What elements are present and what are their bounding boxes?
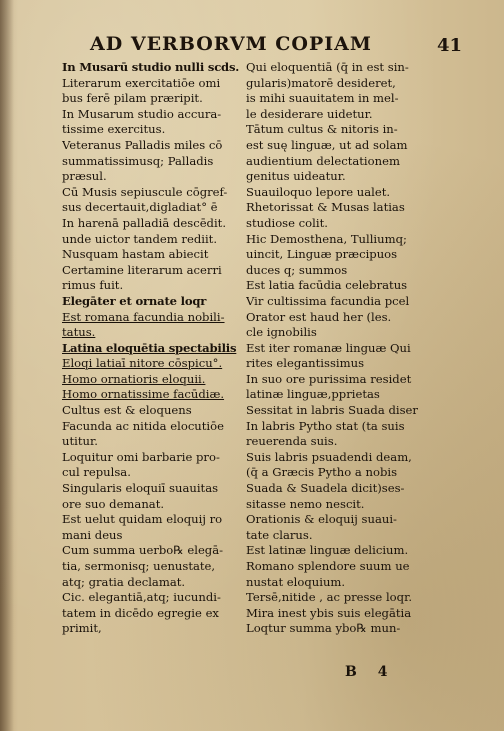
text-line: Cic. elegantiā,atq; iucundi- bbox=[62, 590, 221, 605]
text-line: tate clarus. bbox=[246, 527, 313, 542]
text-line: duces q; summos bbox=[246, 262, 348, 277]
text-line: Est latia facūdia celebratus bbox=[246, 278, 408, 293]
text-line: rites elegantissimus bbox=[246, 356, 365, 371]
text-line: Mira inest ybis suis elegātia bbox=[246, 605, 412, 620]
text-line: In Musarum studio accura- bbox=[62, 106, 222, 121]
text-line: cle ignobilis bbox=[246, 325, 317, 340]
text-line: Homo ornatioris eloquii. bbox=[62, 371, 206, 386]
text-line: Orator est haud her (les. bbox=[246, 309, 392, 324]
text-line: Cum summa uerbo℞ elegā- bbox=[62, 543, 224, 558]
text-line: Homo ornatissime facūdiæ. bbox=[62, 387, 225, 402]
text-line: Eloqi latiaī nitore cōspicu°. bbox=[62, 356, 223, 371]
text-line: In labris Pytho stat (ta suis bbox=[246, 418, 405, 433]
text-line: Tersē,nitide , ac presse loqr. bbox=[246, 590, 413, 605]
gutter-shadow bbox=[0, 0, 14, 731]
text-line: is mihi suauitatem in mel- bbox=[246, 91, 399, 106]
text-line: Sessitat in labris Suada diser bbox=[246, 403, 418, 418]
text-line: Singularis eloquiī suauitas bbox=[62, 481, 219, 496]
text-line: utitur. bbox=[62, 434, 98, 449]
text-line: Est latinæ linguæ delicium. bbox=[246, 543, 409, 558]
text-line: Est iter romanæ linguæ Qui bbox=[246, 340, 411, 355]
text-line: bus ferē pilam præripit. bbox=[62, 91, 203, 106]
text-line: rimus fuit. bbox=[62, 278, 124, 293]
text-line: nustat eloquium. bbox=[246, 574, 346, 589]
text-line: audientium delectationem bbox=[246, 153, 400, 168]
running-head: AD VERBORVM COPIAM bbox=[90, 33, 372, 55]
right-column bbox=[246, 60, 436, 637]
text-line: genitus uideatur. bbox=[246, 169, 346, 184]
text-line: Rhetorissat & Musas latias bbox=[246, 200, 405, 215]
text-line: In Musarū studio nulli scds. bbox=[62, 60, 240, 74]
text-line: In harenā palladiā descēdit. bbox=[62, 215, 227, 230]
text-line: Loquitur omi barbarie pro- bbox=[62, 449, 220, 464]
text-line: Latina eloquētia spectabilis bbox=[62, 340, 237, 355]
text-line: Cū Musis sepiuscule cōgref- bbox=[62, 184, 228, 199]
text-line: Facunda ac nitida elocutiōe bbox=[62, 418, 224, 433]
text-line: Est romana facundia nobili- bbox=[62, 309, 225, 324]
text-line: Orationis & eloquij suaui- bbox=[246, 512, 397, 527]
text-line: tia, sermonisq; uenustate, bbox=[62, 559, 216, 573]
text-line: ore suo demanat. bbox=[62, 496, 165, 511]
text-line: le desiderare uidetur. bbox=[246, 106, 373, 121]
text-line: præsul. bbox=[62, 169, 107, 184]
text-line: Certamine literarum acerri bbox=[62, 262, 222, 277]
text-line: unde uictor tandem rediit. bbox=[62, 231, 218, 246]
text-line: sus decertauit,digladiat° ē bbox=[62, 200, 218, 215]
text-line: primit, bbox=[62, 621, 102, 636]
text-line: tissime exercitus. bbox=[62, 122, 166, 137]
text-line: uincit, Linguæ præcipuos bbox=[246, 247, 398, 262]
folio-number: 41 bbox=[437, 35, 463, 56]
text-line: Suada & Suadela dicit)ses- bbox=[246, 481, 405, 496]
text-line: mani deus bbox=[62, 527, 123, 542]
signature-mark: B 4 bbox=[345, 664, 396, 680]
text-line: atq; gratia declamat. bbox=[62, 574, 186, 589]
text-line: Nusquam hastam abiecit bbox=[62, 247, 209, 262]
text-line: Suis labris psuadendi deam, bbox=[246, 449, 412, 464]
text-line: In suo ore purissima residet bbox=[246, 371, 412, 386]
text-line: Loqtur summa ybo℞ mun- bbox=[246, 621, 401, 636]
text-line: Qui eloquentiā (q̄ in est sin- bbox=[246, 60, 409, 74]
text-line: (q̄ a Græcis Pytho a nobis bbox=[246, 465, 398, 480]
text-line: est suę linguæ, ut ad solam bbox=[246, 137, 408, 152]
text-line: gularis)matorē desideret, bbox=[246, 75, 396, 90]
left-column bbox=[62, 60, 246, 637]
text-line: Vir cultissima facundia pcel bbox=[246, 293, 410, 308]
text-line: Elegāter et ornate loqr bbox=[62, 293, 207, 308]
text-line: Romano splendore suum ue bbox=[246, 559, 410, 573]
text-line: tatus. bbox=[62, 325, 96, 340]
text-line: latinæ linguæ,pprietas bbox=[246, 387, 380, 402]
text-line: Est uelut quidam eloquij ro bbox=[62, 512, 223, 527]
text-line: Cultus est & eloquens bbox=[62, 403, 192, 418]
text-line: Tātum cultus & nitoris in- bbox=[246, 122, 398, 137]
text-line: Literarum exercitatiōe omi bbox=[62, 75, 221, 90]
text-line: summatissimusq; Palladis bbox=[62, 153, 214, 168]
text-line: cul repulsa. bbox=[62, 465, 131, 480]
text-line: reuerenda suis. bbox=[246, 434, 338, 449]
text-line: Veteranus Palladis miles cō bbox=[62, 137, 223, 152]
text-line: tatem in dicēdo egregie ex bbox=[62, 605, 219, 620]
text-line: Hic Demosthena, Tulliumq; bbox=[246, 231, 407, 246]
text-line: studiose colit. bbox=[246, 215, 328, 230]
text-line: Suauiloquo lepore ualet. bbox=[246, 184, 391, 199]
text-line: sitasse nemo nescit. bbox=[246, 496, 365, 511]
